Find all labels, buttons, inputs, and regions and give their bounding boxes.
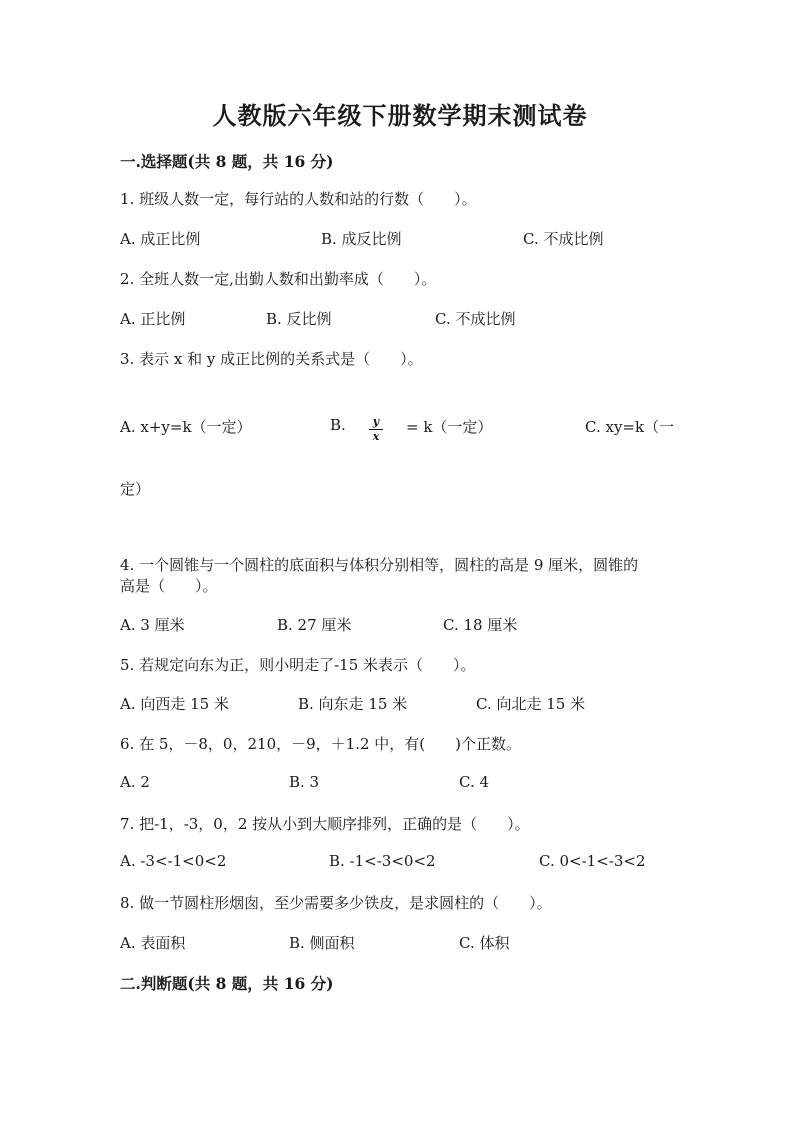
question-8: 8. 做一节圆柱形烟囱，至少需要多少铁皮，是求圆柱的（ ）。 [120, 894, 552, 912]
q7-option-b: B. -1<-3<0<2 [329, 852, 436, 870]
q7-option-c: C. 0<-1<-3<2 [539, 852, 646, 870]
section-heading-judgement: 二.判断题(共 8 题，共 16 分) [120, 974, 334, 993]
q4-option-c: C. 18 厘米 [443, 616, 518, 634]
q3-option-b-text: = k（一定） [406, 418, 493, 436]
question-3: 3. 表示 x 和 y 成正比例的关系式是（ ）。 [120, 350, 423, 368]
q4-option-a: A. 3 厘米 [120, 616, 185, 634]
q8-option-b: B. 侧面积 [289, 934, 355, 952]
fraction-numerator: y [372, 415, 380, 428]
section-heading-choice: 一.选择题(共 8 题，共 16 分) [120, 152, 334, 171]
question-4-line-1: 4. 一个圆锥与一个圆柱的底面积与体积分别相等，圆柱的高是 9 厘米，圆锥的 [120, 556, 639, 574]
q8-option-a: A. 表面积 [120, 934, 186, 952]
question-4-line-2: 高是（ ）。 [120, 577, 218, 595]
q2-option-a: A. 正比例 [120, 310, 186, 328]
q5-option-b: B. 向东走 15 米 [298, 695, 408, 713]
question-5: 5. 若规定向东为正，则小明走了-15 米表示（ ）。 [120, 656, 476, 674]
q6-option-a: A. 2 [120, 773, 150, 791]
q3-option-b-fraction [369, 416, 383, 443]
q2-option-c: C. 不成比例 [435, 310, 516, 328]
q3-option-c: C. xy=k（一 [585, 418, 675, 436]
q1-option-a: A. 成正比例 [120, 230, 201, 248]
q3-option-c-wrap: 定） [120, 480, 151, 498]
q6-option-c: C. 4 [459, 773, 490, 791]
q7-option-a: A. -3<-1<0<2 [120, 852, 227, 870]
q5-option-c: C. 向北走 15 米 [476, 695, 586, 713]
q3-option-a: A. x+y=k（一定） [120, 418, 252, 436]
q6-option-b: B. 3 [289, 773, 320, 791]
page-title: 人教版六年级下册数学期末测试卷 [212, 101, 588, 130]
question-2: 2. 全班人数一定,出勤人数和出勤率成（ ）。 [120, 270, 437, 288]
q1-option-c: C. 不成比例 [523, 230, 604, 248]
q8-option-c: C. 体积 [459, 934, 510, 952]
q1-option-b: B. 成反比例 [321, 230, 402, 248]
fraction-denominator: x [372, 430, 380, 443]
q5-option-a: A. 向西走 15 米 [120, 695, 229, 713]
q4-option-b: B. 27 厘米 [277, 616, 352, 634]
q3-option-b: B. [330, 416, 346, 434]
question-6: 6. 在 5，－8，0，210，－9，＋1.2 中，有( )个正数。 [120, 735, 521, 753]
question-1: 1. 班级人数一定，每行站的人数和站的行数（ ）。 [120, 190, 477, 208]
q2-option-b: B. 反比例 [266, 310, 332, 328]
question-7: 7. 把-1，-3，0，2 按从小到大顺序排列，正确的是（ ）。 [120, 815, 530, 833]
